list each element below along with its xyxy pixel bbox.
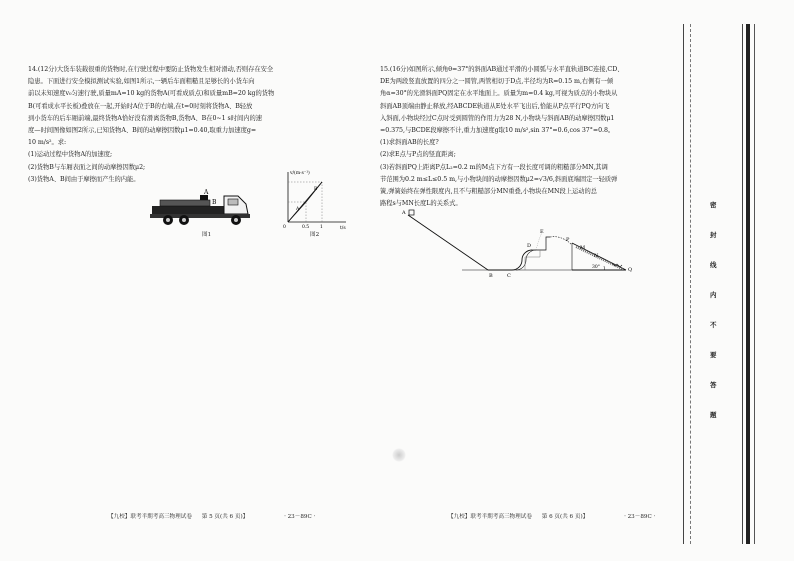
tick-label: 0.5 xyxy=(302,225,310,230)
truck-figure xyxy=(150,188,260,230)
p15-question: 节范围为0.2 m≤L≤0.5 m,与小物块间的动摩擦因数μ2=√3/6,斜面底端固定一轻质弹 xyxy=(380,175,618,183)
footer-left xyxy=(108,512,315,520)
p15-question: 簧,弹簧始终在弹性限度内,且不与粗糙部分MN重叠,小物块在MN段上运动的总 xyxy=(380,188,597,196)
seal-char: 内 xyxy=(710,291,717,299)
angle-label: 30° xyxy=(592,265,600,270)
p14-line: 10 m/s²。求: xyxy=(28,139,67,147)
origin-label: 0 xyxy=(283,225,286,230)
seal-char: 封 xyxy=(710,231,717,239)
p15-line: DE为两段竖直放置的四分之一圆管,两管相切于D点,半径均为R=0.15 m,右侧有一倾 xyxy=(380,78,614,86)
point-a: A xyxy=(402,210,406,216)
p14-line: 前以未知速度v₀匀速行驶,质量mA=10 kg的货物A(可看成质点)和质量mB=20 kg的货物 xyxy=(28,90,275,98)
footer-title: 【九校】联考半期考高三物理试卷 xyxy=(108,514,192,520)
page-edge xyxy=(746,24,750,544)
point-q: Q xyxy=(628,267,633,273)
point-m: M xyxy=(580,245,586,251)
point-p: P xyxy=(566,237,570,243)
p14-question: (3)货物A、B间由于摩擦而产生的内能。 xyxy=(28,175,140,183)
p14-question: (2)货物B与车厢表面之间的动摩擦因数μ2; xyxy=(28,163,146,171)
line-label-a: A xyxy=(296,207,300,212)
point-n: N xyxy=(594,253,599,259)
point-d: D xyxy=(527,243,532,249)
point-b: B xyxy=(489,273,493,279)
footer-code: · 23－89C · xyxy=(624,514,656,520)
seal-char: 线 xyxy=(710,261,717,269)
p14-question: (1)运动过程中货物A的加速度; xyxy=(28,151,113,159)
p14-line: 隐患。下面进行安全模拟测试实验,如图1所示,一辆后车面粗糙且足够长的小货车向 xyxy=(28,78,255,86)
p15-line: 15.(16分)如图所示,倾角θ=37°的斜面AB通过平滑的小圆弧与水平直轨道BC连接,CD、 xyxy=(380,66,624,73)
seal-char: 题 xyxy=(710,411,717,419)
seal-char: 答 xyxy=(710,381,717,389)
p15-line: 角α=30°的光滑斜面PQ固定在水平地面上。质量为m=0.4 kg,可视为质点的小物块从 xyxy=(380,90,618,98)
footer-page: 第 6 页(共 6 页)】 xyxy=(541,514,589,520)
tick-label: 1 xyxy=(320,225,323,230)
p14-line: B(可看成水平长板)叠放在一起,开始时A位于B的右端,在t=0时刻将货物A、B轻放 xyxy=(28,102,253,110)
point-c: C xyxy=(507,273,511,279)
problem-15 xyxy=(380,64,675,210)
seal-line-margin xyxy=(683,24,743,544)
seal-char: 要 xyxy=(710,351,717,359)
point-e: E xyxy=(540,229,544,235)
p15-question: 路程s与MN长度L的关系式。 xyxy=(380,200,462,208)
figure-1-caption: 图1 xyxy=(202,232,212,238)
p15-line: =0.375,与BCDE段摩擦不计,重力加速度g取10 m/s²,sin 37°=0.6,cos 37°=0.8。 xyxy=(380,127,615,135)
p15-question: (1)求斜面AB的长度? xyxy=(380,139,439,147)
footer-page: 第 5 页(共 6 页)】 xyxy=(201,514,249,520)
y-axis-label: v/(m·s⁻¹) xyxy=(290,171,310,176)
footer-title: 【九校】联考半期考高三物理试卷 xyxy=(448,514,532,520)
scan-smudge xyxy=(392,448,406,462)
seal-char: 不 xyxy=(710,321,717,329)
vt-graph xyxy=(280,168,350,230)
label-a: A xyxy=(204,189,209,196)
seal-char: 密 xyxy=(710,201,717,209)
footer-right xyxy=(448,512,655,520)
p14-line: 14.(12分)大货车装载很重的货物时,在行驶过程中要防止货物发生相对滑动,否则存在安全 xyxy=(28,66,274,73)
x-axis-label: t/s xyxy=(340,226,346,230)
footer-code: · 23－89C · xyxy=(284,514,316,520)
p15-line: 入斜面,小物块经过C点时受到圆管的作用力为28 N,小物块与斜面AB的动摩擦因数μ1 xyxy=(380,114,615,122)
track-figure xyxy=(400,205,640,280)
figure-2-caption: 图2 xyxy=(310,232,320,238)
p15-line: 斜面AB顶端由静止释放,经ABCDE轨道从E处水平飞出后,恰能从P点平行PQ方向飞 xyxy=(380,102,610,110)
p15-question: (2)求E点与P点的竖直距离; xyxy=(380,151,456,159)
p14-line: 度—时间图像如图2所示,已知货物A、B间的动摩擦因数μ1=0.40,取重力加速度g= xyxy=(28,127,257,135)
page-edge xyxy=(754,24,755,544)
line-label-b: B xyxy=(314,187,318,192)
seal-dashed-line xyxy=(690,24,691,544)
label-b: B xyxy=(212,199,217,206)
p14-line: 到小货车的后车厢前端,最终货物A恰好没有滑离货物B,货物A、B在0~1 s时间内的速 xyxy=(28,114,262,122)
p15-question: (3)若斜面PQ上距离P点L₂=0.2 m的M点下方有一段长度可调的粗糙部分MN,其调 xyxy=(380,163,608,171)
